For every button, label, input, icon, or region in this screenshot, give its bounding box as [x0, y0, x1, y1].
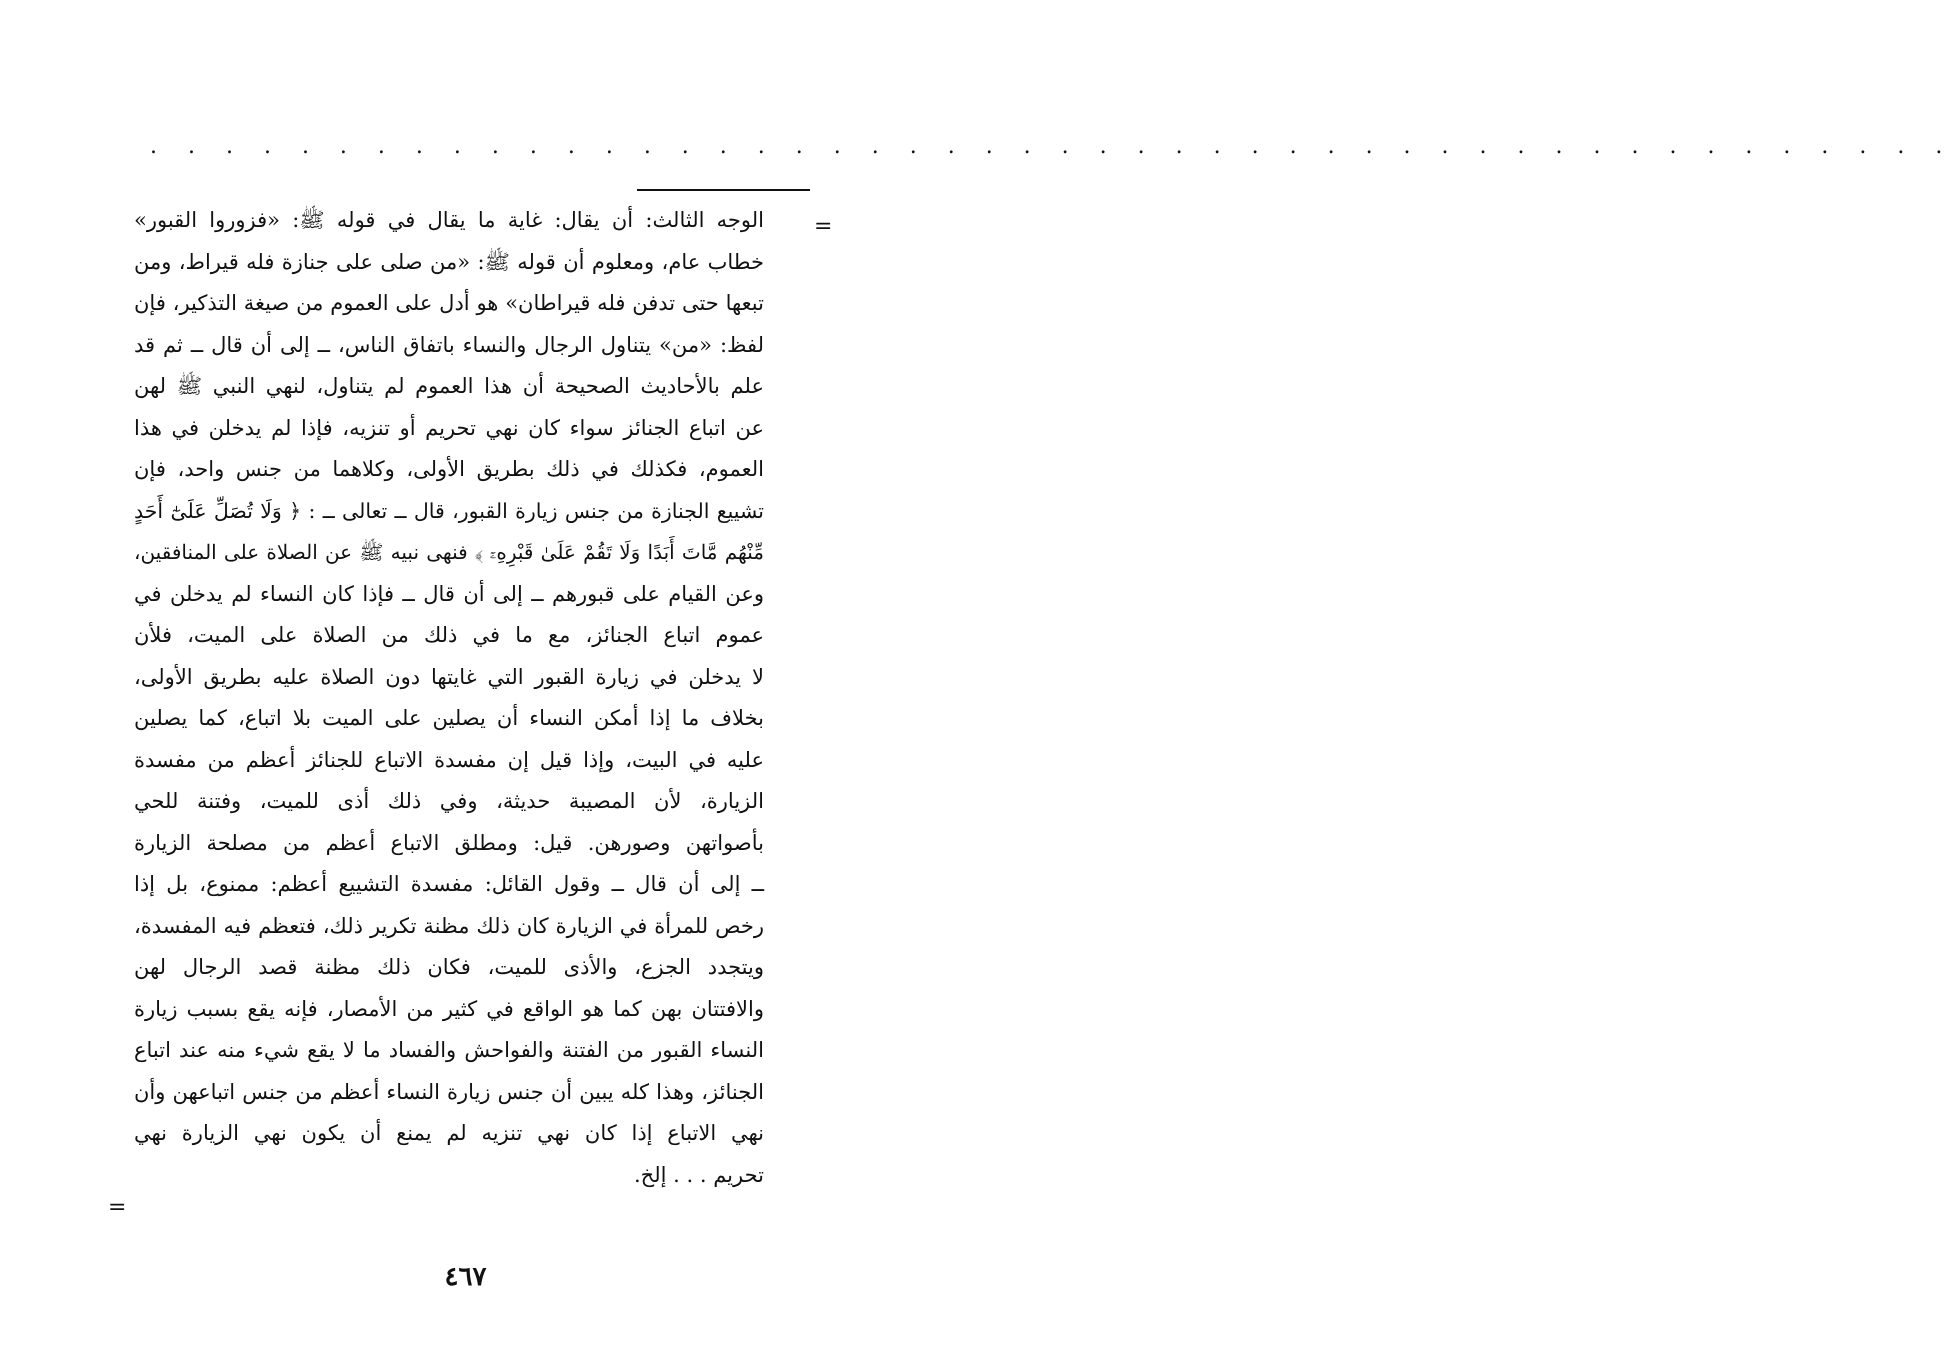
text-line: ويتجدد الجزع، والأذى للميت، فكان ذلك مظنة قصد الرجال لهن	[134, 955, 764, 979]
text-line: عن اتباع الجنائز سواء كان نهي تحريم أو تنزيه، فإذا لم يدخلن في هذا	[134, 415, 764, 440]
text-line: تشييع الجنازة من جنس زيارة القبور، قال ــ تعالى ــ : ﴿ وَلَا تُصَلِّ عَلَىٰٓ أَحَدٍ	[134, 498, 764, 523]
text-line: نهي الاتباع إذا كان نهي تنزيه لم يمنع أن يكون نهي الزيارة نهي	[134, 1121, 764, 1145]
text-line: تحريم . . . إلخ.	[634, 1162, 764, 1187]
text-line: لا يدخلن في زيارة القبور التي غايتها دون الصلاة عليه بطريق الأولى،	[134, 664, 764, 689]
text-line: مِّنْهُم مَّاتَ أَبَدًا وَلَا تَقُمْ عَلَىٰ قَبْرِهِۦٓ ﴾ فنهى نبيه ﷺ عن الصلاة على المنافقين،	[134, 540, 764, 564]
page-number: ٤٦٧	[444, 1262, 487, 1292]
continuation-mark-bottom: =	[108, 1195, 127, 1220]
text-line: الجنائز، وهذا كله يبين أن جنس زيارة النساء أعظم من جنس اتباعهن وأن	[134, 1079, 764, 1104]
text-line: والافتتان بهن كما هو الواقع في كثير من الأمصار، فإنه يقع بسبب زيارة	[134, 996, 764, 1021]
text-line: الوجه الثالث: أن يقال: غاية ما يقال في قوله ﷺ: «فزوروا القبور»	[134, 208, 764, 232]
footnote-text	[134, 200, 764, 1196]
text-line: ــ إلى أن قال ــ وقول القائل: مفسدة التشييع أعظم: ممنوع، بل إذا	[134, 872, 764, 896]
text-line: عموم اتباع الجنائز، مع ما في ذلك من الصلاة على الميت، فلأن	[134, 623, 764, 647]
text-line: لفظ: «من» يتناول الرجال والنساء باتفاق الناس، ــ إلى أن قال ــ ثم قد	[134, 332, 764, 357]
text-line: وعن القيام على قبورهم ــ إلى أن قال ــ فإذا كان النساء لم يدخلن في	[134, 581, 764, 606]
text-line: بخلاف ما إذا أمكن النساء أن يصلين على الميت بلا اتباع، كما يصلين	[134, 706, 764, 730]
text-line: العموم، فكذلك في ذلك بطريق الأولى، وكلاهما من جنس واحد، فإن	[134, 457, 764, 481]
top-dotted-separator: . . . . . . . . . . . . . . . . . . . . . . . . . . . . . . . . . . . . . . . . . . . . . . . .	[150, 134, 1954, 159]
text-line: بأصواتهن وصورهن. قيل: ومطلق الاتباع أعظم من مصلحة الزيارة	[134, 830, 764, 855]
text-line: عليه في البيت، وإذا قيل إن مفسدة الاتباع للجنائز أعظم من مفسدة	[134, 747, 764, 772]
text-line: الزيارة، لأن المصيبة حديثة، وفي ذلك أذى للميت، وفتنة للحي	[134, 789, 764, 813]
text-line: خطاب عام، ومعلوم أن قوله ﷺ: «من صلى على جنازة فله قيراط، ومن	[134, 249, 764, 274]
text-line: النساء القبور من الفتنة والفواحش والفساد ما لا يقع شيء منه عند اتباع	[134, 1038, 764, 1062]
text-line: علم بالأحاديث الصحيحة أن هذا العموم لم يتناول، لنهي النبي ﷺ لهن	[134, 374, 764, 398]
text-line: تبعها حتى تدفن فله قيراطان» هو أدل على العموم من صيغة التذكير، فإن	[134, 291, 764, 315]
text-line: رخص للمرأة في الزيارة كان ذلك مظنة تكرير ذلك، فتعظم فيه المفسدة،	[134, 913, 764, 938]
continuation-mark-top: =	[814, 214, 833, 239]
footnote-rule	[637, 189, 810, 191]
